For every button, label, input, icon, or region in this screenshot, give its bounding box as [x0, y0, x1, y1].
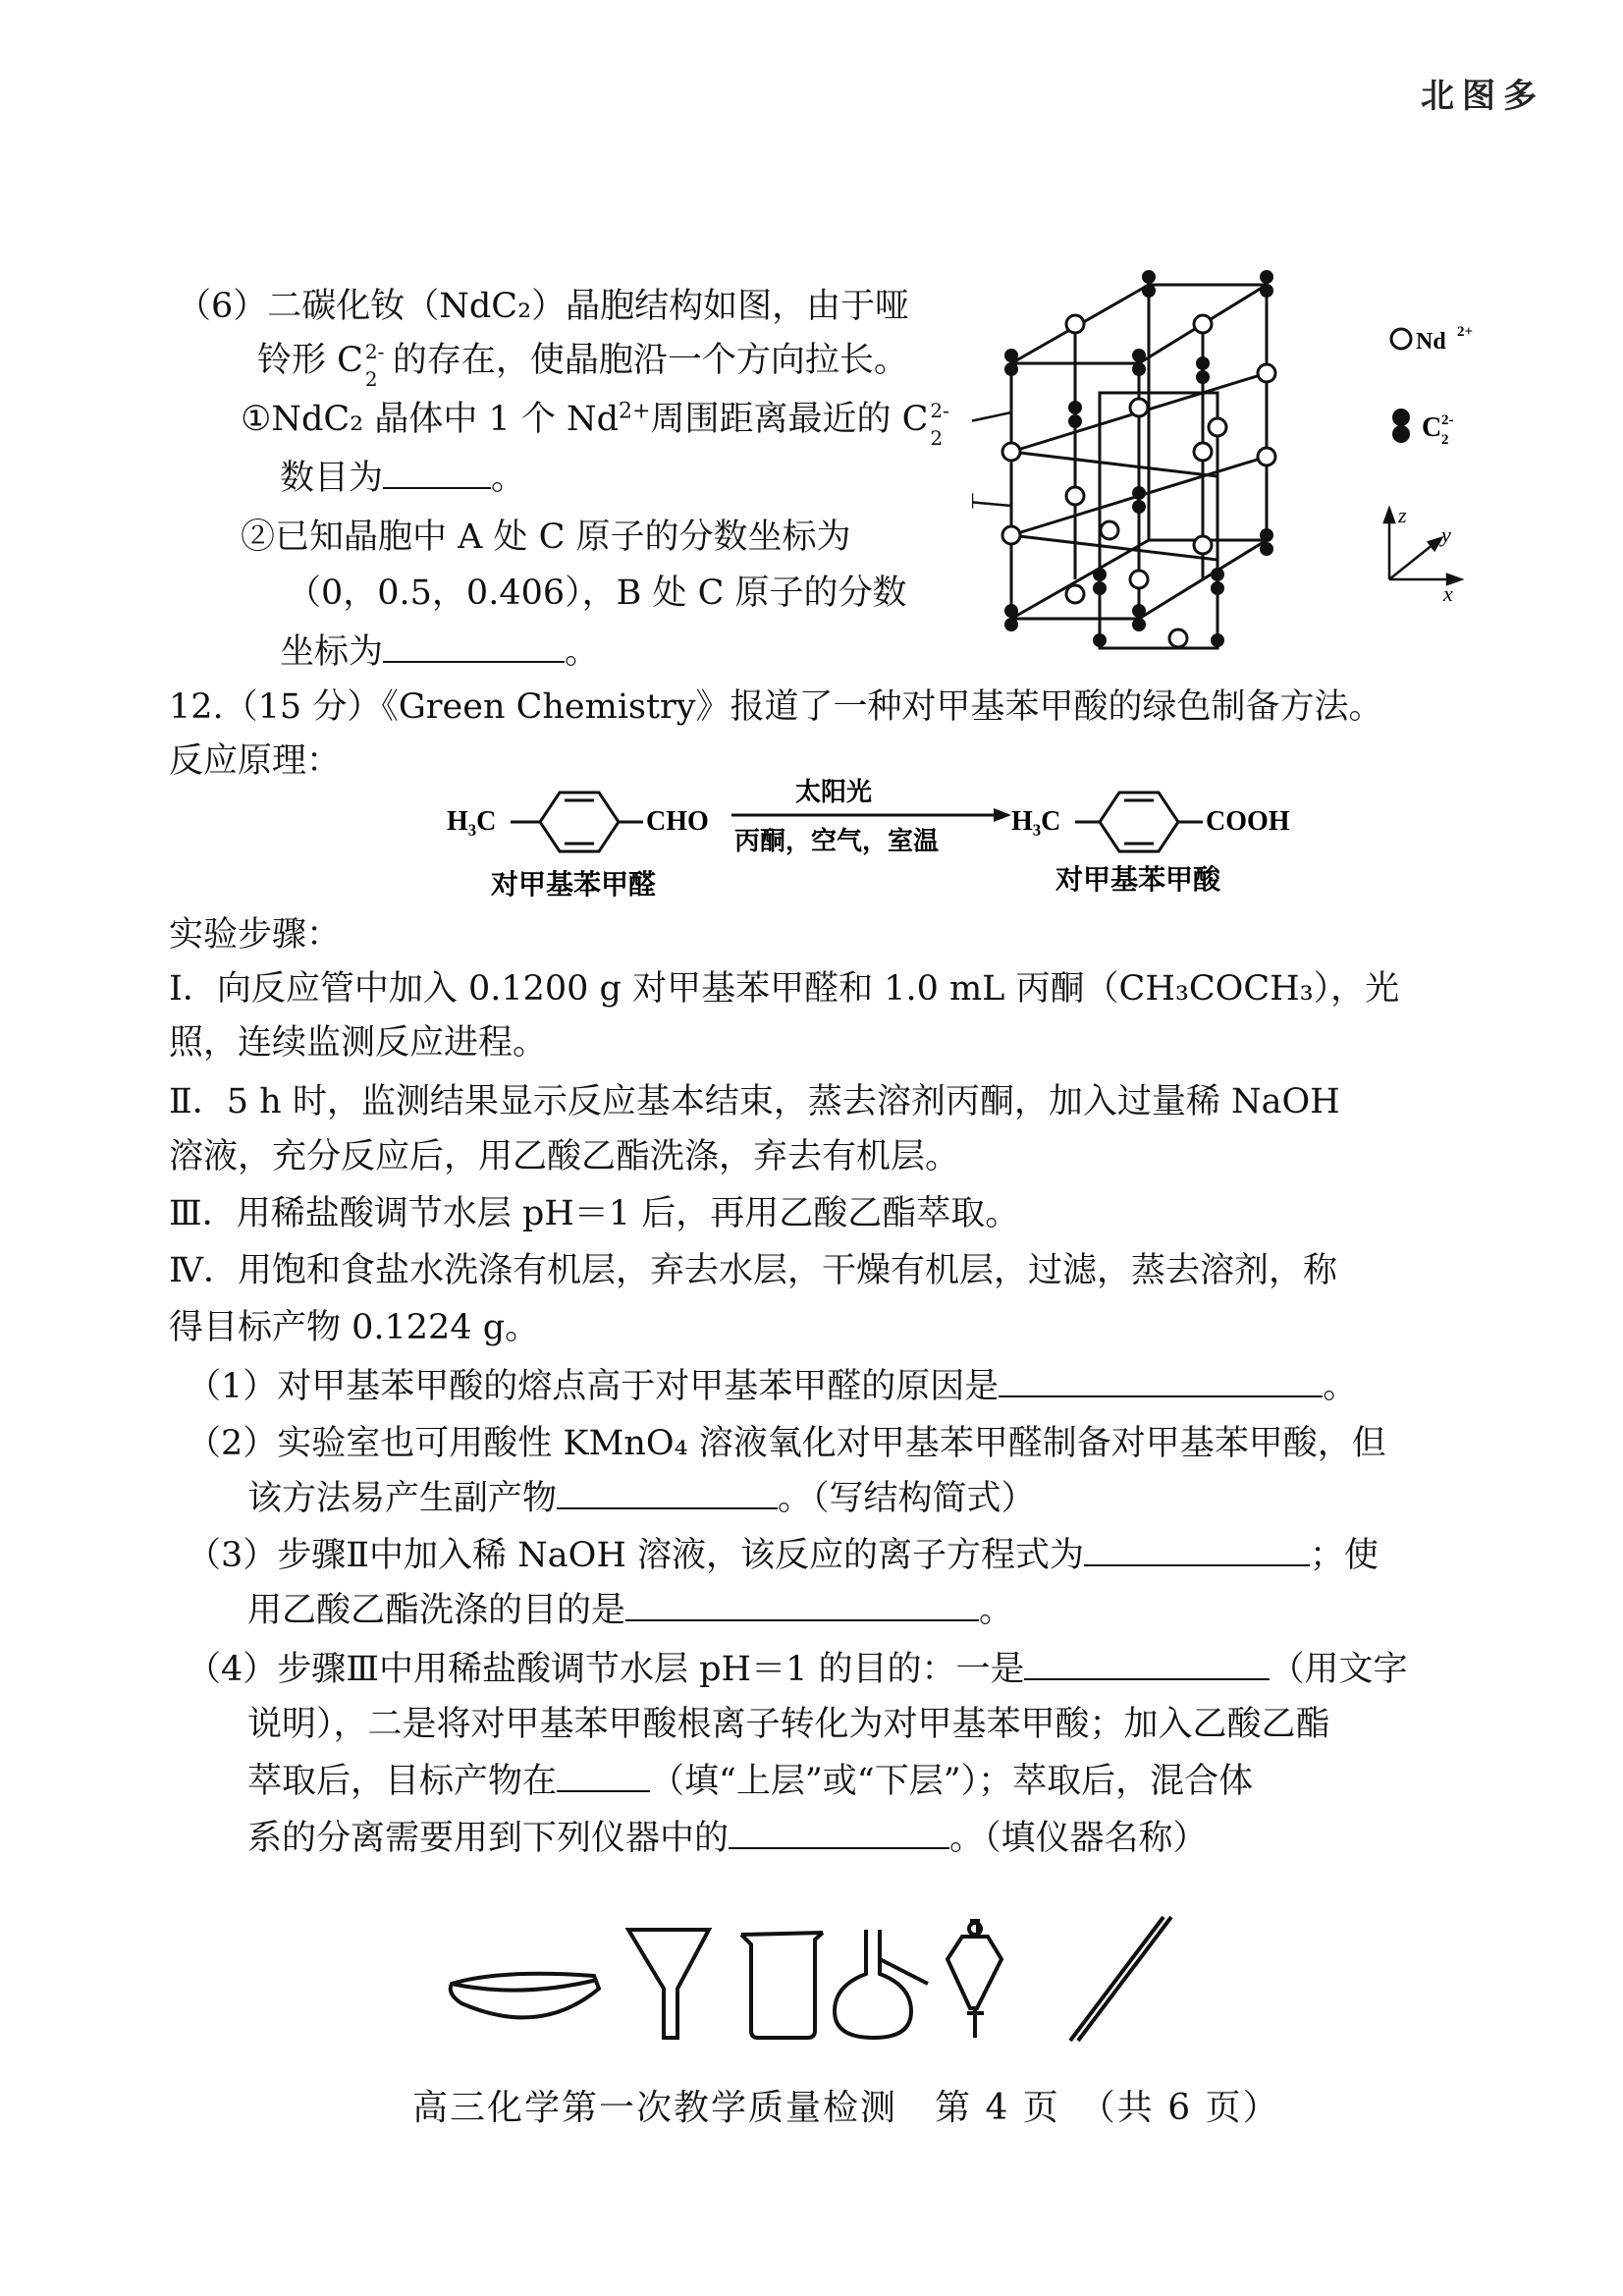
corner-mark: 北图多 — [1421, 77, 1544, 116]
benzene-ring-reactant — [540, 793, 619, 851]
step4-line2: 得目标产物 0.1224 g。 — [169, 1308, 540, 1347]
q6-intro-line2 — [257, 339, 908, 391]
answer-blank-q12-2[interactable] — [557, 1478, 778, 1509]
q12-3-text: （3）步骤Ⅱ中加入稀 NaOH 溶液，该反应的离子方程式为 — [187, 1536, 1085, 1575]
reactant-cho: CHO — [646, 806, 709, 837]
step1-line2: 照，连续监测反应进程。 — [169, 1023, 548, 1063]
step1-line1: Ⅰ．向反应管中加入 0.1200 g 对甲基苯甲醛和 1.0 mL 丙酮（CH₃COCH₃），光 — [169, 969, 1400, 1009]
axis-y-label: y — [1441, 522, 1451, 547]
q6-sub1-line2 — [280, 457, 525, 500]
q12-4-line4 — [247, 1817, 1208, 1860]
answer-blank-q12-3a[interactable] — [1084, 1535, 1310, 1566]
crystal-cell-figure — [972, 265, 1522, 678]
q6-sub1-b: 周围距离最近的 C — [650, 400, 929, 439]
nd-charge: 2+ — [619, 399, 651, 424]
q12-4-text-d: 系的分离需要用到下列仪器中的 — [247, 1819, 730, 1858]
step2-line1: Ⅱ．5 h 时，监测结果显示反应基本结束，蒸去溶剂丙酮，加入过量稀 NaOH — [169, 1082, 1340, 1121]
legend-nd-icon — [1391, 329, 1411, 349]
principle-label: 反应原理： — [169, 741, 342, 781]
c2-ion: 2- 2 — [364, 340, 385, 391]
reactant-h3c: H₃C — [447, 806, 497, 837]
q6-sub1-a: ①NdC₂ 晶体中 1 个 Nd — [241, 400, 620, 439]
q6-sub2-end: 。 — [565, 632, 600, 672]
q12-4-c-mid: （填“上层”或“下层”）；萃取后，混合体 — [650, 1762, 1254, 1801]
answer-blank-q12-1[interactable] — [999, 1366, 1323, 1397]
step2-line2: 溶液，充分反应后，用乙酸乙酯洗涤，弃去有机层。 — [169, 1137, 960, 1176]
answer-blank-q12-3b[interactable] — [625, 1590, 979, 1621]
q12-2-line1: （2）实验室也可用酸性 KMnO₄ 溶液氧化对甲基苯甲醛制备对甲基苯甲酸，但 — [187, 1424, 1386, 1463]
q12-4-line1 — [187, 1648, 1407, 1691]
q12-1-text: （1）对甲基苯甲酸的熔点高于对甲基苯甲醛的原因是 — [187, 1367, 1000, 1406]
c2-ion-2: 2- 2 — [930, 399, 949, 450]
answer-blank-q12-4c[interactable] — [729, 1818, 949, 1849]
legend-c2-icon-bottom — [1392, 425, 1410, 443]
q6-intro-text-a: 铃形 C — [257, 341, 363, 380]
legend-c2-charge: 2- — [1441, 412, 1454, 428]
step4-line1: Ⅳ．用饱和食盐水洗涤有机层，弃去水层，干燥有机层，过滤，蒸去溶剂，称 — [169, 1251, 1337, 1290]
q12-3-end: 。 — [979, 1591, 1014, 1630]
legend-c2-label: C — [1422, 412, 1442, 443]
reactant-name: 对甲基苯甲醛 — [491, 868, 657, 901]
q12-3-line2 — [247, 1589, 1013, 1632]
q12-1 — [187, 1365, 1357, 1408]
q12-4-text: （4）步骤Ⅲ中用稀盐酸调节水层 pH＝1 的目的：一是 — [187, 1650, 1025, 1689]
reaction-scheme — [432, 771, 1316, 908]
funnel-icon — [628, 1930, 709, 2038]
q6-sub1-c: 数目为 — [280, 459, 384, 498]
q6-sub2-line2: （0，0.5，0.406），B 处 C 原子的分数 — [287, 574, 907, 613]
q12-4-text-c: 萃取后，目标产物在 — [247, 1762, 558, 1801]
q12-4-a-end: （用文字 — [1270, 1650, 1408, 1689]
reaction-arrowhead — [994, 808, 1011, 822]
condition-top: 太阳光 — [795, 778, 873, 807]
legend-c2-icon-top — [1392, 409, 1410, 426]
benzene-ring-product — [1100, 793, 1178, 851]
q6-intro-line1: （6）二碳化钕（NdC₂）晶胞结构如图，由于哑 — [177, 287, 910, 326]
axis-z-label: z — [1398, 503, 1407, 527]
q12-2-end: 。（写结构简式） — [778, 1479, 1036, 1518]
q12-3-mid: ；使 — [1310, 1536, 1380, 1575]
separatory-funnel-icon — [947, 1921, 1001, 2038]
page-footer: 高三化学第一次教学质量检测 第 4 页 （共 6 页） — [412, 2088, 1280, 2128]
answer-blank-q6-2[interactable] — [383, 631, 565, 663]
apparatus-row — [442, 1915, 1188, 2043]
product-name: 对甲基苯甲酸 — [1055, 863, 1221, 896]
q12-4-line2: 说明），二是将对甲基苯甲酸根离子转化为对甲基苯甲酸；加入乙酸乙酯 — [247, 1705, 1330, 1744]
answer-blank-q12-4a[interactable] — [1024, 1649, 1270, 1680]
evaporating-dish-icon — [451, 1974, 599, 2018]
q12-1-end: 。 — [1323, 1367, 1358, 1406]
legend-nd-charge: 2+ — [1457, 324, 1474, 340]
q6-sub1-end: 。 — [491, 459, 526, 498]
product-h3c: H₃C — [1011, 806, 1061, 837]
glass-rod-icon — [1070, 1917, 1171, 2041]
q12-3-line1 — [187, 1534, 1379, 1577]
q6-sub1-line1 — [241, 398, 957, 450]
step3-line: Ⅲ．用稀盐酸调节水层 pH＝1 后，再用乙酸乙酯萃取。 — [169, 1194, 1020, 1233]
answer-blank-q12-4b[interactable] — [557, 1761, 650, 1792]
cell-frame — [1011, 285, 1267, 648]
legend-nd-label: Nd — [1416, 329, 1446, 355]
q6-intro-text-b: 的存在，使晶胞沿一个方向拉长。 — [392, 341, 908, 380]
axis-x-label: x — [1443, 581, 1453, 606]
q12-title: 12.（15 分）《Green Chemistry》报道了一种对甲基苯甲酸的绿色制备方法。 — [169, 687, 1383, 727]
q12-2-line2 — [247, 1477, 1036, 1520]
q6-sub2-line3 — [280, 630, 599, 674]
steps-label: 实验步骤： — [169, 915, 342, 955]
q12-4-line3 — [247, 1760, 1253, 1803]
q6-sub2-c: 坐标为 — [280, 632, 384, 672]
condition-bottom: 丙酮，空气，室温 — [734, 827, 940, 856]
legend-c2-subscript: 2 — [1441, 432, 1449, 448]
q6-sub2-line1: ②已知晶胞中 A 处 C 原子的分数坐标为 — [241, 518, 851, 557]
q12-3-text-b: 用乙酸乙酯洗涤的目的是 — [247, 1591, 626, 1630]
answer-blank-q6-1[interactable] — [383, 458, 491, 489]
product-cooh: COOH — [1206, 806, 1290, 837]
distilling-flask-icon — [835, 1930, 928, 2038]
beaker-icon — [741, 1933, 823, 2038]
q12-2-text: 该方法易产生副产物 — [247, 1479, 558, 1518]
q12-4-d-end: 。（填仪器名称） — [949, 1819, 1208, 1858]
